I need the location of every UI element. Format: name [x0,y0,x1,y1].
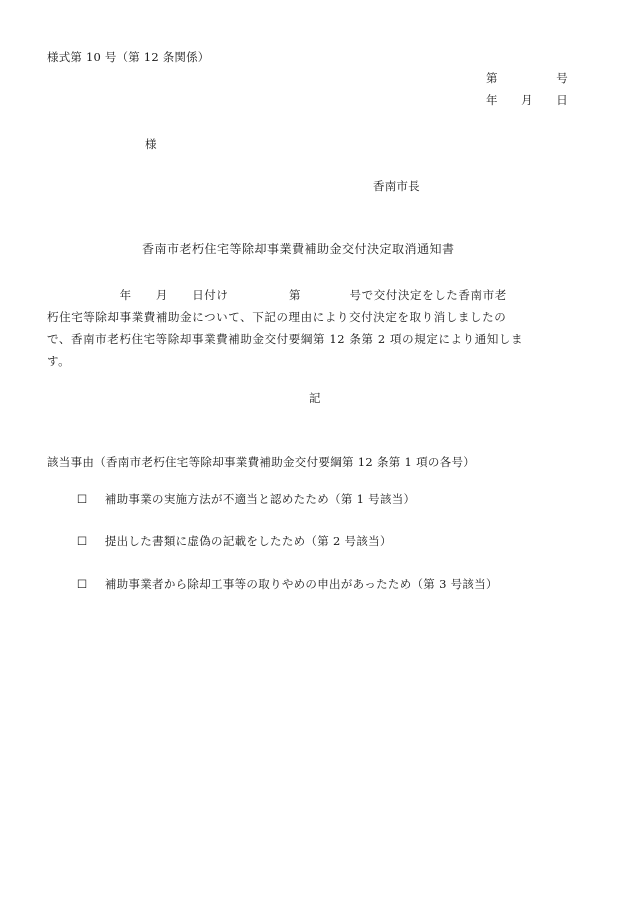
checkbox-icon[interactable]: ☐ [76,577,88,591]
body-line-2: 朽住宅等除却事業費補助金について、下記の理由により交付決定を取り消しましたの [47,310,507,324]
reason-item [61,475,415,523]
addressee: 様 [145,137,157,151]
document-title: 香南市老朽住宅等除却事業費補助金交付決定取消通知書 [142,242,455,256]
body-line-4: す。 [47,354,71,368]
document-number: 第 号 [486,71,568,85]
body-paragraph [47,284,584,372]
body-line-1: 年 月 日付け 第 号で交付決定をした香南市老 [47,288,507,302]
reason-heading: 該当事由（香南市老朽住宅等除却事業費補助金交付要綱第 12 条第 1 項の各号） [47,455,476,469]
reason-item [61,560,498,608]
reason-label: 提出した書類に虚偽の記載をしたため（第 2 号該当） [104,534,392,548]
checkbox-icon[interactable]: ☐ [76,492,88,506]
reason-label: 補助事業者から除却工事等の取りやめの申出があったため（第 3 号該当） [104,577,498,591]
checkbox-icon[interactable]: ☐ [76,534,88,548]
body-line-3: で、香南市老朽住宅等除却事業費補助金交付要綱第 12 条第 2 項の規定により通知しま [47,332,524,346]
ki-heading: 記 [309,391,321,405]
reason-item [61,517,392,565]
issuer: 香南市長 [373,179,420,193]
reason-label: 補助事業の実施方法が不適当と認めたため（第 1 号該当） [104,492,416,506]
form-number: 様式第 10 号（第 12 条関係） [47,50,210,64]
document-date: 年 月 日 [486,93,568,107]
